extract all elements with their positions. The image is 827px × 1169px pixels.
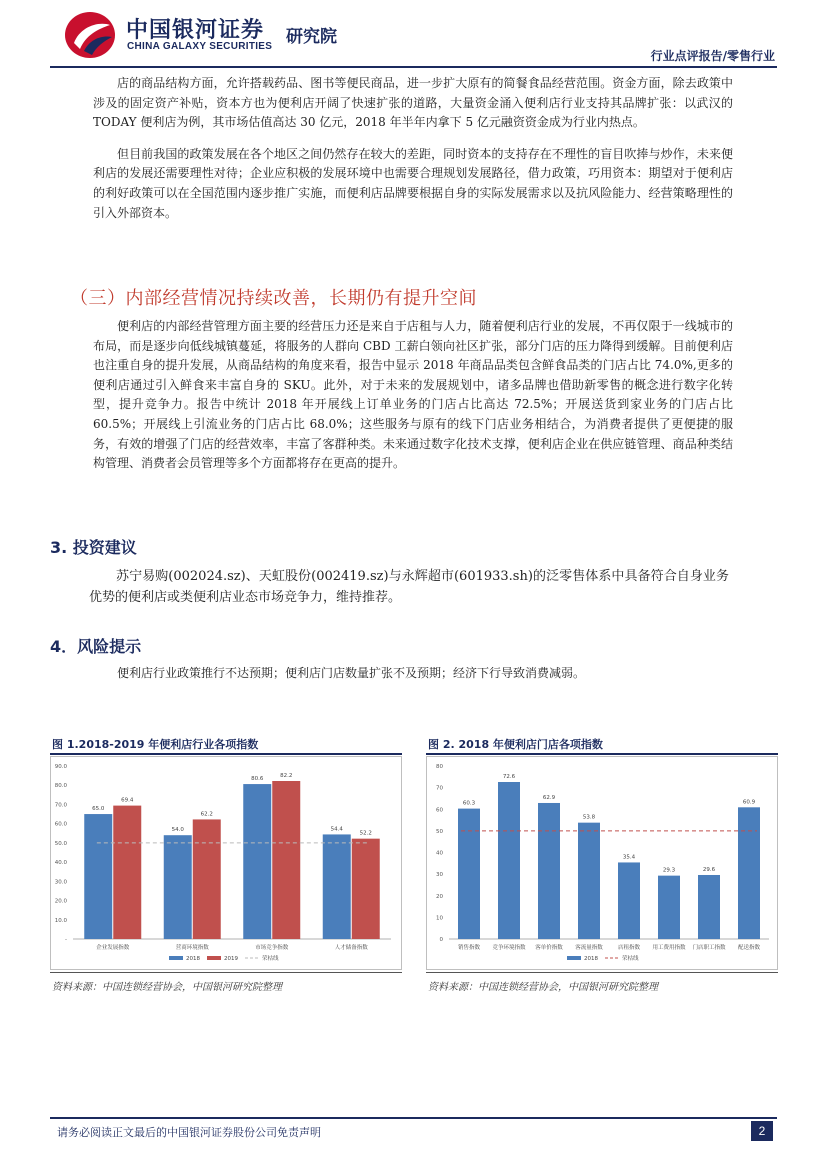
y-tick-label: 50.0 <box>54 840 67 847</box>
bar-value-label: 53.8 <box>582 814 596 821</box>
x-tick-label: 销售指数 <box>457 945 481 951</box>
galaxy-logo-icon <box>62 9 118 61</box>
legend-label: 荣枯线 <box>622 956 639 962</box>
institute-label: 研究院 <box>286 27 337 47</box>
logo-chinese-name: 中国银河证券 <box>126 18 265 43</box>
x-tick-label: 市场竞争指数 <box>255 945 289 951</box>
bar-value-label: 60.9 <box>742 799 756 806</box>
legend-label: 2018 <box>584 956 598 962</box>
bar-2018 <box>84 814 112 939</box>
figure-1-title-rule <box>50 753 402 755</box>
figure-1-source: 资料来源：中国连锁经营协会，中国银河研究院整理 <box>52 982 282 993</box>
section-heading-risk: 4．风险提示 <box>50 637 142 656</box>
figure-1-title: 图 1.2018-2019 年便利店行业各项指数 <box>52 738 259 751</box>
y-tick-label: 90.0 <box>54 764 67 770</box>
y-tick-label: 10 <box>436 915 443 922</box>
y-tick-label: 40 <box>436 850 443 857</box>
bar-value-label: 82.2 <box>280 772 293 779</box>
figure-2-source: 资料来源：中国连锁经营协会，中国银河研究院整理 <box>428 982 658 993</box>
figure-1-bar-chart <box>51 757 401 969</box>
bar-2019 <box>352 839 380 939</box>
bar-value-label: 60.3 <box>462 800 476 807</box>
figure-2-chart-frame <box>426 756 778 970</box>
bar-value-label: 69.4 <box>121 797 134 804</box>
figure-2-source-rule <box>426 972 778 973</box>
bar-value-label: 54.4 <box>330 826 343 833</box>
page-header <box>0 0 827 70</box>
bar-2018 <box>243 784 271 939</box>
bar-2018 <box>164 835 192 939</box>
bar-2018 <box>698 875 720 939</box>
legend-label: 2019 <box>224 956 238 962</box>
legend-swatch <box>207 956 221 960</box>
x-tick-label: 配送指数 <box>737 945 761 951</box>
bar-value-label: 52.2 <box>359 830 372 837</box>
bar-2019 <box>193 819 221 939</box>
paragraph-regional-gap: 但目前我国的政策发展在各个地区之间仍然存在较大的差距，同时资本的支持存在不理性的盲目吹捧与炒作，未来便利店的发展还需要理性对待；企业应积极的发展环境中也需要合理规划发展路径，借力政策，巧用资本：期望对于便利店的利好政策可以在全国范围内逐步推广实施，而便利店品牌要根据自身的实际发展需求以及抗风险能力、经营策略理性的引入外部资本。 <box>93 146 733 220</box>
body-text-operations <box>93 317 733 474</box>
footer-divider <box>50 1117 777 1119</box>
bar-2018 <box>578 823 600 939</box>
y-tick-label: 10.0 <box>54 917 67 924</box>
y-tick-label: 50 <box>436 828 443 835</box>
paragraph-policy-capital: 店的商品结构方面，允许搭载药品、图书等便民商品，进一步扩大原有的简餐食品经营范围。资金方面，除去政策中涉及的固定资产补贴，资本方也为便利店开阔了快速扩张的道路，大量资金涌入便利店行业支持其品牌扩张：以武汉的 TODAY 便利店为例，其市场估值高达 30 亿元，2018 年半年内拿下 5 亿元融资资金成为行业内热点。 <box>93 76 733 130</box>
investment-advice-text: 苏宁易购(002024.sz)、天虹股份(002419.sz)与永辉超市(601933.sh)的泛零售体系中具备符合自身业务优势的便利店或类便利店业态市场竞争力，维持推荐。 <box>89 569 729 605</box>
section-heading-investment: 3. 投资建议 <box>50 538 137 557</box>
y-tick-label: 30.0 <box>54 879 67 886</box>
bar-2018 <box>498 782 520 939</box>
x-tick-label: 人才储备指数 <box>334 945 368 951</box>
y-tick-label: 0 <box>439 937 443 943</box>
figure-2-title: 图 2. 2018 年便利店门店各项指数 <box>428 738 603 751</box>
bar-value-label: 65.0 <box>92 806 105 813</box>
x-tick-label: 店租指数 <box>617 945 641 951</box>
bar-value-label: 62.9 <box>542 794 556 801</box>
y-tick-label: 60 <box>436 807 443 814</box>
page-number: 2 <box>751 1121 773 1141</box>
bar-2018 <box>738 807 760 939</box>
bar-value-label: 29.6 <box>702 866 716 873</box>
y-tick-label: - <box>65 937 67 943</box>
bar-value-label: 35.4 <box>622 854 636 861</box>
bar-value-label: 62.2 <box>200 811 213 818</box>
x-tick-label: 客流量指数 <box>575 945 603 951</box>
y-tick-label: 80.0 <box>54 783 67 790</box>
y-tick-label: 40.0 <box>54 860 67 867</box>
paragraph-internal-operations: 便利店的内部经营管理方面主要的经营压力还是来自于店租与人力，随着便利店行业的发展，不再仅限于一线城市的布局，而是逐步向低线城镇蔓延，将服务的人群向 CBD 工薪白领向社区扩张，部分门店的压力降得到缓解。目前便利店也注重自身的提升发展，从商品结构的角度来看，报告中显示 2018 年商品品类包含鲜食品类的门店占比 74.0%,更多的便利店通过引入鲜食来丰富自身的 SKU。此外，对于未来的发展规划中，诸多品牌也借助新零售的概念进行数字化转型，提升竞争力。报告中统计 2018 年开展线上订单业务的门店占比高达 72.5%；开展送货到家业务的门店占比 60.5%；开展线上引流业务的门店占比 68.0%；这些服务与原有的线下门店业务相结合，为消费者提供了更便捷的服务，有效的增强了门店的经营效率，丰富了客群种类。未来通过数字化技术支撑，便利店企业在供应链管理、商品种类结构管理、消费者会员管理等多个方面都将存在更高的提升。 <box>93 319 733 471</box>
header-divider <box>50 66 777 68</box>
x-tick-label: 企业发展指数 <box>96 945 130 951</box>
bar-2018 <box>458 809 480 939</box>
x-tick-label: 用工费用指数 <box>652 945 686 951</box>
y-tick-label: 30 <box>436 872 443 879</box>
legend-swatch <box>169 956 183 960</box>
risk-text: 便利店行业政策推行不达预期；便利店门店数量扩张不及预期；经济下行导致消费减弱。 <box>117 666 586 680</box>
body-text <box>93 74 733 223</box>
subsection-heading: （三）内部经营情况持续改善，长期仍有提升空间 <box>70 288 477 309</box>
y-tick-label: 80 <box>436 764 443 770</box>
report-type: 行业点评报告/零售行业 <box>650 49 775 63</box>
y-tick-label: 20.0 <box>54 898 67 905</box>
y-tick-label: 70.0 <box>54 802 67 809</box>
figure-2-bar-chart <box>427 757 777 969</box>
footer-disclaimer: 请务必阅读正文最后的中国银河证券股份公司免责声明 <box>57 1126 321 1139</box>
figure-1-source-rule <box>50 972 402 973</box>
y-tick-label: 60.0 <box>54 821 67 828</box>
bar-value-label: 29.3 <box>662 867 676 874</box>
y-tick-label: 20 <box>436 893 443 900</box>
figure-1-chart-frame <box>50 756 402 970</box>
logo-english-name: CHINA GALAXY SECURITIES <box>127 41 273 52</box>
x-tick-label: 营商环境指数 <box>175 945 209 951</box>
x-tick-label: 客单价指数 <box>535 945 563 951</box>
bar-2018 <box>538 803 560 939</box>
legend-label: 2018 <box>186 956 200 962</box>
bar-value-label: 54.0 <box>171 827 184 834</box>
x-tick-label: 门店职工指数 <box>692 945 726 951</box>
legend-swatch <box>567 956 581 960</box>
bar-value-label: 80.6 <box>251 776 264 783</box>
bar-2018 <box>323 834 351 939</box>
x-tick-label: 竞争环境指数 <box>492 945 526 951</box>
bar-2019 <box>272 781 300 939</box>
y-tick-label: 70 <box>436 785 443 792</box>
figure-2-title-rule <box>426 753 778 755</box>
legend-label: 荣枯线 <box>262 956 279 962</box>
bar-2018 <box>618 862 640 939</box>
bar-2019 <box>113 806 141 939</box>
bar-2018 <box>658 876 680 939</box>
bar-value-label: 72.6 <box>502 774 516 781</box>
